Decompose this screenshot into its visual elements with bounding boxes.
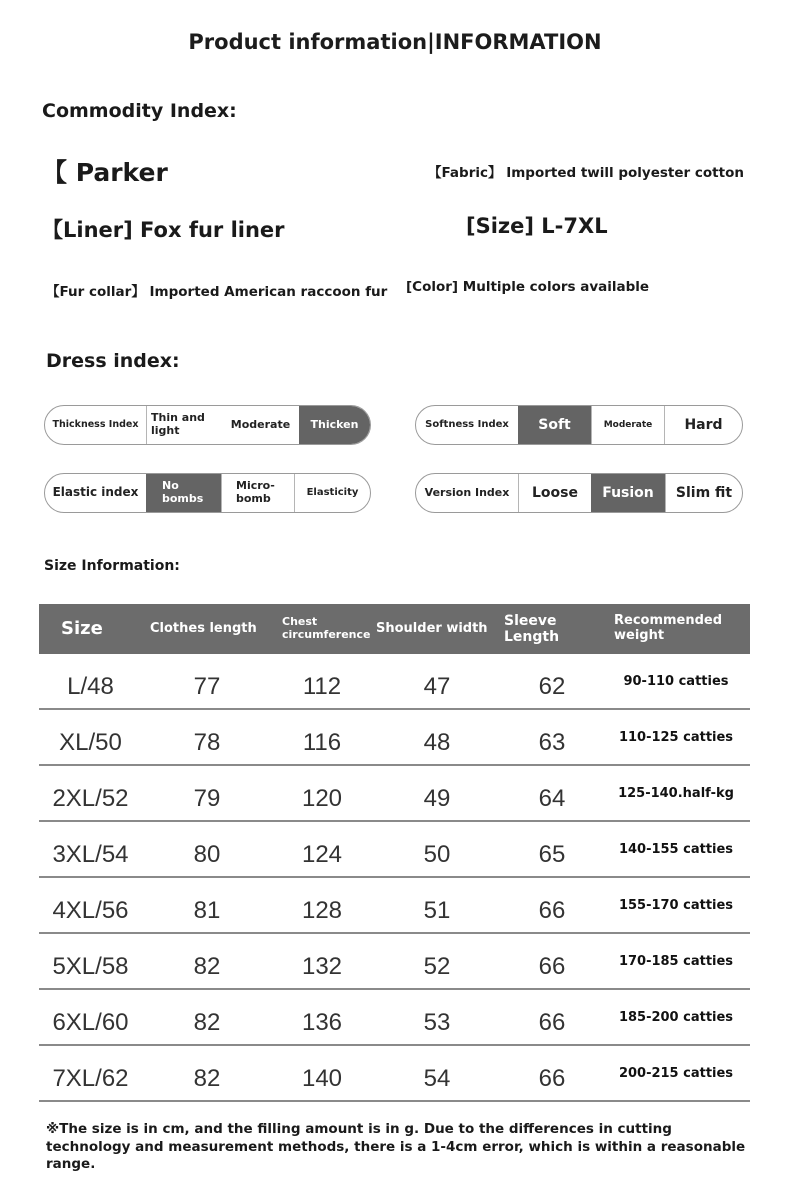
table-row xyxy=(39,822,750,878)
cell-clothes-length: 82 xyxy=(193,1065,221,1092)
cell-clothes-length: 80 xyxy=(193,841,221,868)
table-row xyxy=(39,878,750,934)
elastic-option-elasticity: Elasticity xyxy=(294,474,370,512)
softness-option-moderate: Moderate xyxy=(591,406,664,444)
cell-chest: 120 xyxy=(301,785,343,812)
cell-clothes-length: 78 xyxy=(193,729,221,756)
version-option-fusion: Fusion xyxy=(591,474,665,512)
column-header-size: Size xyxy=(61,617,103,639)
elastic-option-micro-bomb: Micro-bomb xyxy=(221,474,294,512)
cell-recommended-weight: 200-215 catties xyxy=(618,1065,734,1081)
thickness-option-thin: Thin and light xyxy=(146,406,222,444)
cell-sleeve-length: 65 xyxy=(538,841,566,868)
thickness-option-thicken: Thicken xyxy=(299,406,370,444)
table-row xyxy=(39,990,750,1046)
cell-clothes-length: 82 xyxy=(193,1009,221,1036)
size-range-attribute: [Size] L-7XL xyxy=(466,214,608,238)
cell-clothes-length: 77 xyxy=(193,673,221,700)
version-index-scale xyxy=(415,473,743,513)
cell-shoulder-width: 48 xyxy=(423,729,451,756)
cell-sleeve-length: 63 xyxy=(538,729,566,756)
cell-size: 3XL/54 xyxy=(52,841,129,868)
cell-size: 5XL/58 xyxy=(52,953,129,980)
size-information-heading: Size Information: xyxy=(44,558,180,574)
elastic-index-scale xyxy=(44,473,371,513)
cell-clothes-length: 79 xyxy=(193,785,221,812)
cell-chest: 136 xyxy=(301,1009,343,1036)
dress-index-heading: Dress index: xyxy=(46,350,180,372)
size-table xyxy=(39,604,750,1102)
cell-chest: 112 xyxy=(302,673,342,700)
softness-index-label: Softness Index xyxy=(425,419,509,431)
softness-option-soft: Soft xyxy=(518,406,591,444)
size-note: ※The size is in cm, and the filling amount is in g. Due to the differences in cutting technology and measurement methods, there is a 1-4cm error, which is within a reasonable range. xyxy=(46,1121,746,1173)
cell-recommended-weight: 125-140.half-kg xyxy=(618,785,734,801)
cell-shoulder-width: 50 xyxy=(423,841,451,868)
column-header-shoulder-width: Shoulder width xyxy=(376,620,488,636)
cell-sleeve-length: 66 xyxy=(538,1065,566,1092)
color-attribute: [Color] Multiple colors available xyxy=(406,279,650,295)
softness-option-hard: Hard xyxy=(664,406,742,444)
table-row xyxy=(39,654,750,710)
elastic-index-label: Elastic index xyxy=(52,485,139,500)
cell-chest: 140 xyxy=(301,1065,343,1092)
elastic-option-no-bombs: No bombs xyxy=(146,474,221,512)
cell-chest: 116 xyxy=(302,729,342,756)
cell-recommended-weight: 185-200 catties xyxy=(618,1009,734,1025)
style-attribute: 【 Parker xyxy=(42,158,168,187)
cell-size: XL/50 xyxy=(59,729,122,756)
cell-recommended-weight: 90-110 catties xyxy=(623,673,729,689)
page-title: Product information|INFORMATION xyxy=(188,30,602,54)
cell-sleeve-length: 66 xyxy=(538,953,566,980)
cell-size: 4XL/56 xyxy=(52,897,129,924)
liner-attribute: 【Liner] Fox fur liner xyxy=(42,218,285,242)
cell-recommended-weight: 170-185 catties xyxy=(618,953,734,969)
version-index-label: Version Index xyxy=(424,485,510,499)
cell-size: L/48 xyxy=(67,673,114,700)
cell-shoulder-width: 51 xyxy=(423,897,451,924)
table-row xyxy=(39,1046,750,1102)
column-header-sleeve-length: Sleeve Length xyxy=(504,612,560,645)
size-table-header xyxy=(39,604,750,654)
thickness-index-scale xyxy=(44,405,371,445)
version-option-loose: Loose xyxy=(518,474,591,512)
cell-clothes-length: 81 xyxy=(193,897,221,924)
cell-chest: 124 xyxy=(301,841,343,868)
table-row xyxy=(39,766,750,822)
cell-chest: 128 xyxy=(301,897,343,924)
column-header-chest: Chest circumference xyxy=(282,615,371,641)
thickness-option-moderate: Moderate xyxy=(230,417,291,431)
cell-sleeve-length: 66 xyxy=(538,897,566,924)
cell-sleeve-length: 62 xyxy=(538,673,566,700)
cell-shoulder-width: 53 xyxy=(423,1009,451,1036)
cell-recommended-weight: 110-125 catties xyxy=(618,729,734,745)
cell-chest: 132 xyxy=(301,953,343,980)
cell-recommended-weight: 140-155 catties xyxy=(618,841,734,857)
cell-size: 2XL/52 xyxy=(52,785,129,812)
table-row xyxy=(39,710,750,766)
cell-shoulder-width: 54 xyxy=(423,1065,451,1092)
cell-sleeve-length: 64 xyxy=(538,785,566,812)
cell-shoulder-width: 49 xyxy=(423,785,451,812)
cell-recommended-weight: 155-170 catties xyxy=(618,897,734,913)
fur-collar-attribute: 【Fur collar】 Imported American raccoon fur xyxy=(46,284,388,300)
cell-clothes-length: 82 xyxy=(193,953,221,980)
thickness-index-label: Thickness Index xyxy=(52,418,139,430)
table-row xyxy=(39,934,750,990)
cell-shoulder-width: 52 xyxy=(423,953,451,980)
version-option-slim-fit: Slim fit xyxy=(665,474,742,512)
column-header-recommended-weight: Recommended weight xyxy=(614,613,723,643)
softness-index-scale xyxy=(415,405,743,445)
column-header-clothes-length: Clothes length xyxy=(150,620,257,636)
cell-shoulder-width: 47 xyxy=(423,673,451,700)
cell-size: 7XL/62 xyxy=(52,1065,129,1092)
commodity-index-heading: Commodity Index: xyxy=(42,100,237,122)
cell-sleeve-length: 66 xyxy=(538,1009,566,1036)
cell-size: 6XL/60 xyxy=(52,1009,129,1036)
fabric-attribute: 【Fabric】 Imported twill polyester cotton xyxy=(428,165,744,181)
